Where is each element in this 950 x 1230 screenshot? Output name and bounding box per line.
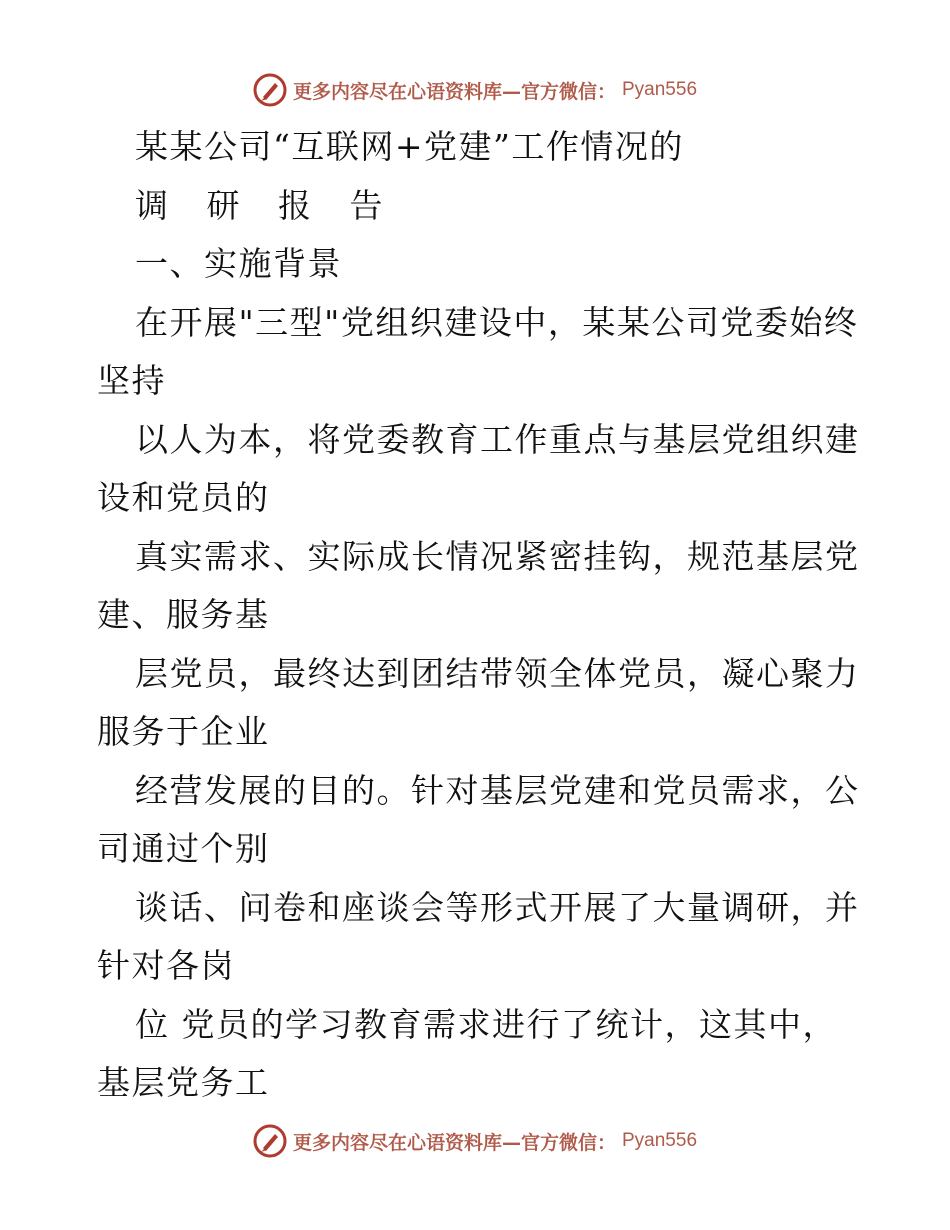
document-title-line-1: 某某公司“互联网+党建”工作情况的	[135, 127, 684, 166]
pen-logo-icon	[253, 73, 287, 107]
paragraph-line: 针对各岗	[97, 946, 235, 985]
paragraph-line: 在开展"三型"党组织建设中，某某公司党委始终	[135, 302, 859, 342]
footer-watermark	[253, 1124, 697, 1158]
header-watermark	[253, 73, 697, 107]
watermark-wechat-id: Pyan556	[622, 79, 698, 100]
paragraph-line: 位 党员的学习教育需求进行了统计，这其中，	[135, 1004, 837, 1044]
paragraph-line: 以人为本，将党委教育工作重点与基层党组织建	[135, 419, 860, 459]
paragraph-line: 建、服务基	[97, 595, 270, 634]
paragraph-line: 司通过个别	[97, 829, 270, 868]
footer-watermark-banner	[0, 1121, 950, 1161]
paragraph-line: 基层党务工	[97, 1063, 270, 1102]
document-title-line-2: 调 研 报 告	[135, 185, 397, 225]
watermark-text: 更多内容尽在心语资料库—官方微信：	[292, 80, 616, 103]
section-heading: 一、实施背景	[135, 244, 342, 283]
paragraph-line: 服务于企业	[97, 712, 270, 751]
paragraph-line: 经营发展的目的。针对基层党建和党员需求，公	[135, 770, 860, 810]
paragraph-line: 设和党员的	[97, 478, 270, 517]
paragraph-line: 真实需求、实际成长情况紧密挂钩，规范基层党	[135, 536, 860, 576]
paragraph-line: 坚持	[97, 361, 166, 400]
document-body	[97, 118, 860, 1113]
watermark-wechat-id: Pyan556	[622, 1130, 698, 1151]
paragraph-line: 谈话、问卷和座谈会等形式开展了大量调研，并	[135, 887, 860, 927]
paragraph-line: 层党员，最终达到团结带领全体党员，凝心聚力	[135, 653, 860, 693]
header-watermark-banner	[0, 70, 950, 110]
watermark-text: 更多内容尽在心语资料库—官方微信：	[292, 1131, 616, 1154]
pen-logo-icon	[253, 1124, 287, 1158]
